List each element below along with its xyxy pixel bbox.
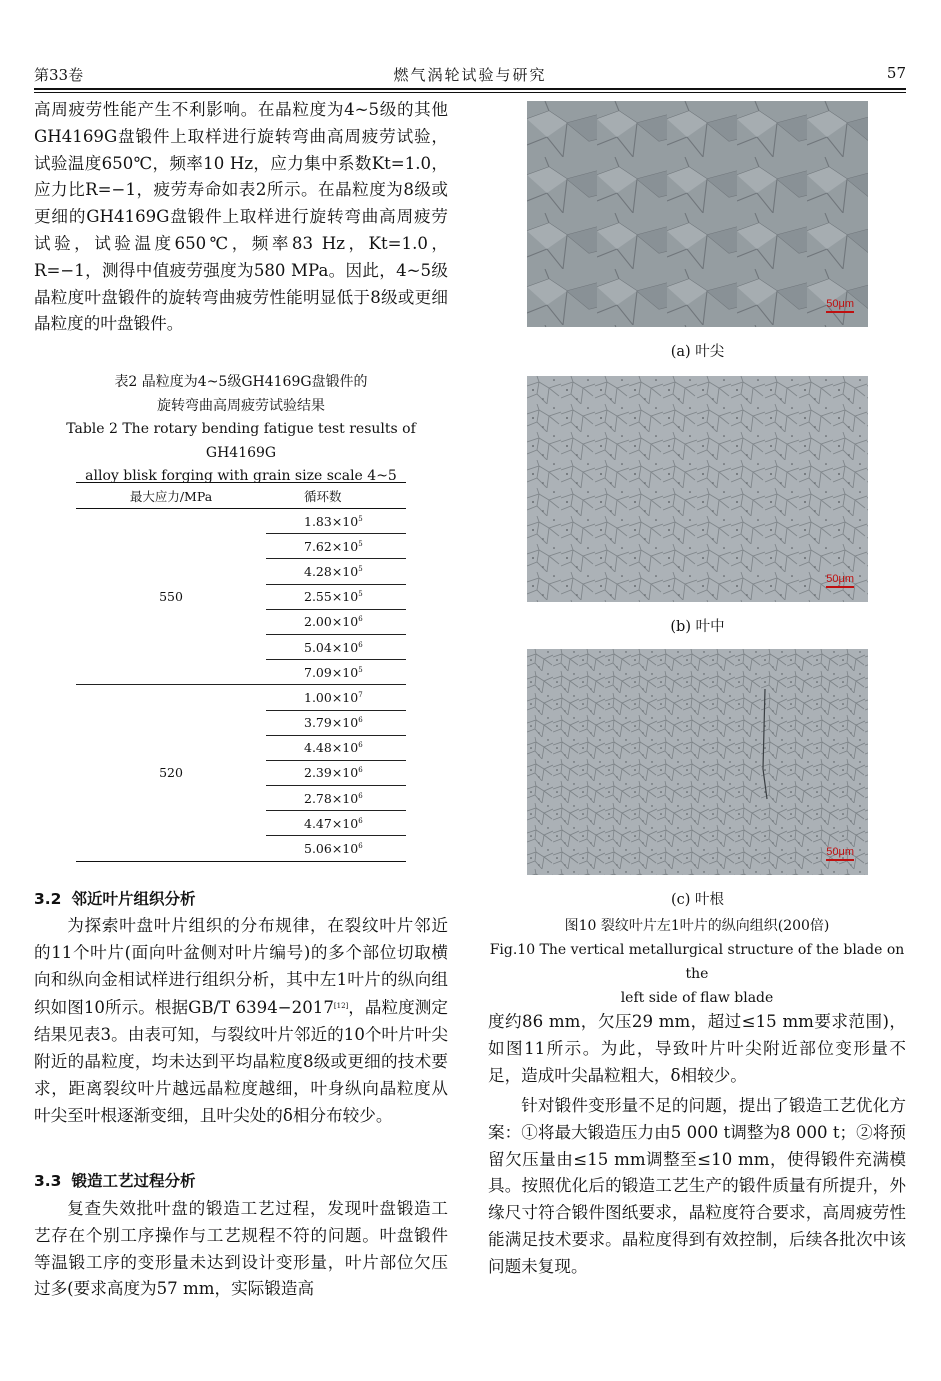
stress-cell-550: 550 bbox=[76, 509, 266, 685]
right-paragraph-2: 针对锻件变形量不足的问题，提出了锻造工艺优化方案：①将最大锻造压力由5 000 t调整为8 000 t；②将预留欠压量由≤15 mm调整至≤10 mm，使得锻件充满模具。按照优化后的锻造工艺生产的锻件质量有所提升，外缘尺寸符合锻件图纸要求，晶粒度符合要求，高周疲劳性能满足技术要求。晶粒度得到有效控制，后续各批次中该问题未复现。 bbox=[488, 1096, 906, 1276]
right-paragraph-1: 度约86 mm，欠压29 mm，超过≤15 mm要求范围)，如图11所示。为此，导致叶片叶尖附近部位变形量不足，造成叶尖晶粒粗大，δ相较少。 bbox=[488, 1012, 906, 1085]
table-caption bbox=[34, 371, 448, 489]
left-paragraph-2: 为探索叶盘叶片组织的分布规律，在裂纹叶片邻近的11个叶片(面向叶盆侧对叶片编号)的多个部位切取横向和纵向金相试样进行组织分析，其中左1叶片的纵向组织如图10所示。根据GB/T 6394−2017[12]，晶粒度测定结果见表3。由表可知，与裂纹叶片邻近的10个叶片叶尖附近的晶粒度，均未达到平均晶粒度8级或更细的技术要求，距离裂纹叶片越远晶粒度越细，叶身纵向晶粒度从叶尖至叶根逐渐变细，且叶尖处的δ相分布较少。 bbox=[34, 916, 448, 1125]
cycles-cell: $5.04\times 10^6$ bbox=[266, 634, 406, 659]
table-caption-en-1: Table 2 The rotary bending fatigue test results of GH4169G bbox=[66, 421, 416, 461]
scale-bar: 50μm bbox=[826, 573, 854, 588]
col-header-stress: 最大应力/MPa bbox=[76, 483, 266, 509]
fatigue-results-table bbox=[76, 482, 406, 862]
cycles-cell: $4.28\times 10^5$ bbox=[266, 559, 406, 584]
page-number: 57 bbox=[886, 64, 906, 82]
table-header-row bbox=[76, 483, 406, 509]
section-3-3-heading bbox=[34, 1168, 448, 1194]
cycles-cell: $2.55\times 10^5$ bbox=[266, 584, 406, 609]
table-row bbox=[76, 685, 406, 710]
scale-bar: 50μm bbox=[826, 298, 854, 313]
cycles-cell: $2.78\times 10^6$ bbox=[266, 786, 406, 811]
cycles-cell: $2.39\times 10^6$ bbox=[266, 760, 406, 785]
subcaption-a: (a) 叶尖 bbox=[670, 344, 725, 360]
table-caption-en-2: alloy blisk forging with grain size scale 4~5 bbox=[85, 468, 397, 484]
volume-label: 第33卷 bbox=[34, 66, 84, 84]
micrograph-c-blade-root bbox=[527, 649, 868, 875]
figure-caption-cn: 图10 裂纹叶片左1叶片的纵向组织(200倍) bbox=[564, 918, 830, 934]
subcaption-b: (b) 叶中 bbox=[670, 619, 725, 635]
cycles-cell: $3.79\times 10^6$ bbox=[266, 710, 406, 735]
header-rule-thin bbox=[34, 92, 906, 93]
figure-caption-en-1: Fig.10 The vertical metallurgical structure of the blade on the bbox=[489, 942, 905, 982]
col-header-cycles: 循环数 bbox=[266, 483, 406, 509]
section-number: 3.2 bbox=[34, 890, 62, 908]
table-caption-cn-2: 旋转弯曲高周疲劳试验结果 bbox=[157, 397, 325, 414]
citation-ref: [12] bbox=[333, 1002, 349, 1011]
micrograph-b-blade-middle bbox=[527, 376, 868, 602]
cycles-cell: $7.09\times 10^5$ bbox=[266, 660, 406, 685]
section-title: 邻近叶片组织分析 bbox=[71, 890, 196, 908]
figure-caption bbox=[488, 914, 906, 1010]
micrograph-a-blade-tip bbox=[527, 101, 868, 327]
scale-bar: 50μm bbox=[826, 846, 854, 861]
cycles-cell: $1.83\times 10^5$ bbox=[266, 509, 406, 534]
stress-cell-520: 520 bbox=[76, 685, 266, 861]
table-caption-cn-1: 表2 晶粒度为4~5级GH4169G盘锻件的 bbox=[114, 374, 368, 390]
left-paragraph-3: 复查失效批叶盘的锻造工艺过程，发现叶盘锻造工艺存在个别工序操作与工艺规程不符的问题。叶盘锻件等温锻工序的变形量未达到设计变形量，叶片部位欠压过多(要求高度为57 mm，实际锻造高 bbox=[34, 1199, 448, 1299]
cycles-cell: $4.47\times 10^6$ bbox=[266, 811, 406, 836]
cycles-cell: $4.48\times 10^6$ bbox=[266, 735, 406, 760]
cycles-cell: $7.62\times 10^5$ bbox=[266, 534, 406, 559]
header-rule-thick bbox=[34, 88, 906, 90]
cycles-cell: $2.00\times 10^6$ bbox=[266, 609, 406, 634]
left-paragraph-1: 高周疲劳性能产生不利影响。在晶粒度为4~5级的其他GH4169G盘锻件上取样进行旋转弯曲高周疲劳试验，试验温度650℃，频率10 Hz，应力集中系数Kt=1.0，应力比R=−1，疲劳寿命如表2所示。在晶粒度为8级或更细的GH4169G盘锻件上取样进行旋转弯曲高周疲劳试验，试验温度650℃，频率83 Hz，Kt=1.0，R=−1，测得中值疲劳强度为580 MPa。因此，4~5级晶粒度叶盘锻件的旋转弯曲疲劳性能明显低于8级或更细晶粒度的叶盘锻件。 bbox=[34, 100, 448, 334]
cycles-cell: $1.00\times 10^7$ bbox=[266, 685, 406, 710]
cycles-cell: $5.06\times 10^6$ bbox=[266, 836, 406, 861]
figure-caption-en-2: left side of flaw blade bbox=[620, 990, 774, 1006]
section-title: 锻造工艺过程分析 bbox=[71, 1172, 196, 1190]
section-number: 3.3 bbox=[34, 1172, 62, 1190]
running-header bbox=[34, 62, 906, 88]
section-3-2-heading bbox=[34, 886, 448, 912]
table-row bbox=[76, 509, 406, 534]
journal-title: 燃气涡轮试验与研究 bbox=[393, 66, 547, 84]
subcaption-c: (c) 叶根 bbox=[670, 892, 725, 908]
